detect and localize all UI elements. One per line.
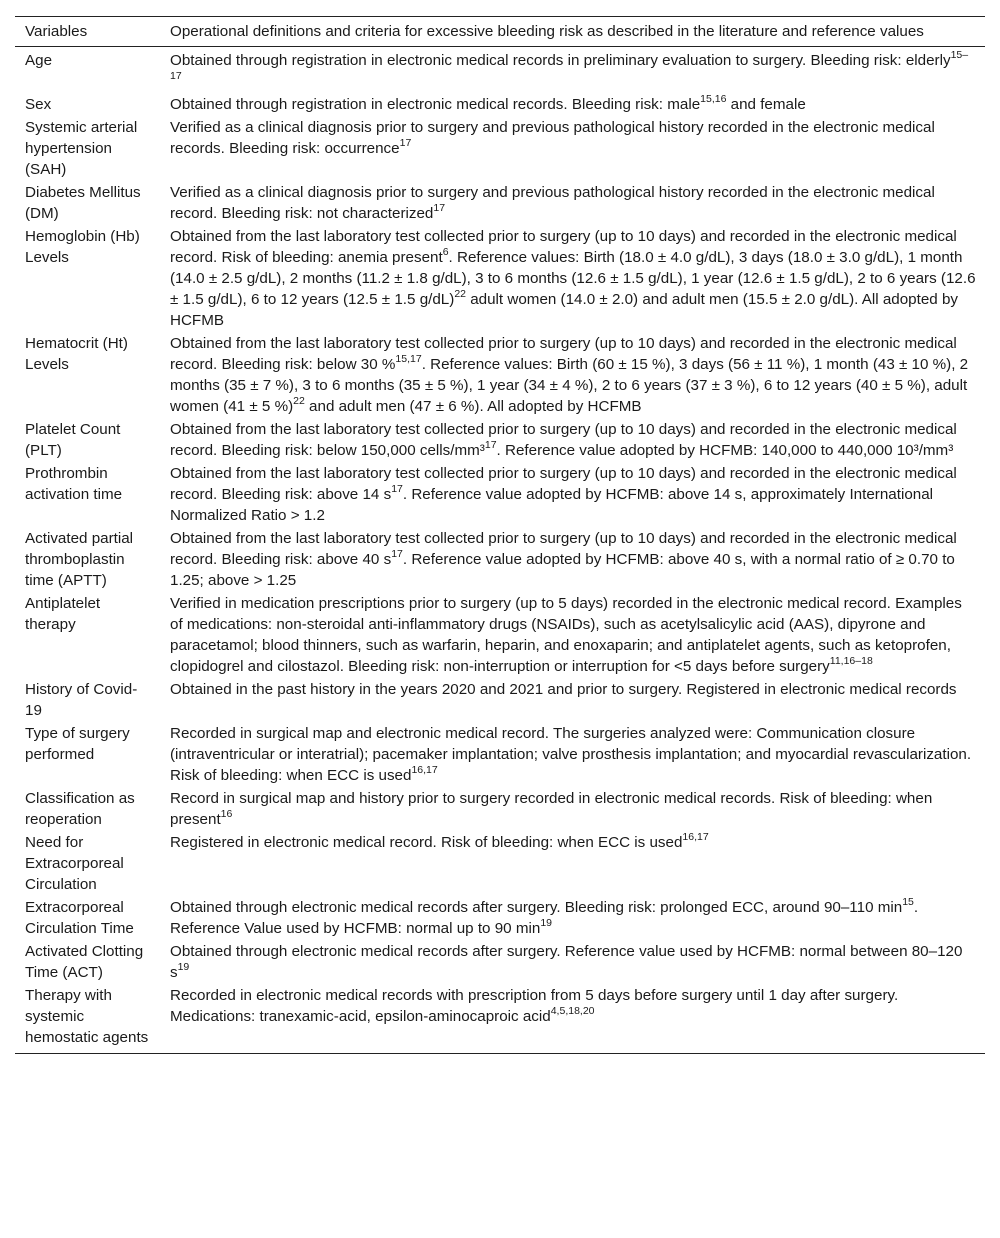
definition-text: . Reference Value used by HCFMB: normal up to 90 min <box>170 899 919 937</box>
definition-text: Obtained through registration in electronic medical records. Bleeding risk: male <box>170 96 701 113</box>
table-row <box>15 787 985 831</box>
definition-cell <box>160 984 985 1054</box>
definition-cell <box>160 116 985 181</box>
reference-superscript: 17 <box>391 547 403 560</box>
table-row <box>15 527 985 592</box>
definition-cell <box>160 527 985 592</box>
variable-cell: Hematocrit (Ht) Levels <box>25 335 128 373</box>
variable-cell: Activated partial thromboplastin time (APTT) <box>25 530 134 589</box>
variables-table <box>15 16 985 1054</box>
reference-superscript: 17 <box>391 482 403 495</box>
table-row <box>15 722 985 787</box>
table-row <box>15 940 985 984</box>
header-variables: Variables <box>25 23 88 40</box>
reference-superscript: 15,16 <box>700 92 727 105</box>
table-row <box>15 116 985 181</box>
reference-superscript: 16,17 <box>682 830 709 843</box>
definition-cell <box>160 678 985 722</box>
header-definitions: Operational definitions and criteria for excessive bleeding risk as described in the literature and reference values <box>170 23 924 40</box>
reference-superscript: 15–17 <box>170 48 969 82</box>
table-row <box>15 592 985 678</box>
reference-superscript: 16 <box>220 807 233 820</box>
definition-text: Registered in electronic medical record. Risk of bleeding: when ECC is used <box>170 834 683 851</box>
definition-text: . Reference values: Birth (60 ± 15 %), 3 days (56 ± 11 %), 1 month (43 ± 10 %), 2 months (35 ± 7 %), 3 to 6 months (35 ± 5 %), 1 year (34 ± 4 %), 2 to 6 years (37 ± 3 %), 6 to 12 years (40 ± 5 %), adult women (41 ± 5 %) <box>170 356 969 415</box>
definition-text: Recorded in surgical map and electronic medical record. The surgeries analyzed were: Communication closure (intraventricular or interatrial); pacemaker implantation; valve prosthesis implantation; and myocardial revascularization. Risk of bleeding: when ECC is used <box>170 725 972 784</box>
definition-cell <box>160 225 985 332</box>
definition-text: Obtained from the last laboratory test collected prior to surgery (up to 10 days) and recorded in the electronic medical record. Risk of bleeding: anemia present <box>170 228 957 266</box>
reference-superscript: 16,17 <box>411 763 438 776</box>
reference-superscript: 17 <box>399 136 412 149</box>
table-row <box>15 462 985 527</box>
variable-cell: Age <box>25 52 53 69</box>
variable-cell: Need for Extracorporeal Circulation <box>25 834 124 893</box>
definition-text: Verified as a clinical diagnosis prior to surgery and previous pathological history recorded in the electronic medical record. Bleeding risk: not characterized <box>170 184 935 222</box>
reference-superscript: 15,17 <box>395 352 422 365</box>
definition-text: Recorded in electronic medical records with prescription from 5 days before surgery until 1 day after surgery. Medications: tranexamic-acid, epsilon-aminocaproic acid <box>170 987 899 1025</box>
definition-text: Record in surgical map and history prior to surgery recorded in electronic medical records. Risk of bleeding: when present <box>170 790 933 828</box>
definition-text: Obtained from the last laboratory test collected prior to surgery (up to 10 days) and recorded in the electronic medical record. Bleeding risk: above 40 s <box>170 530 957 568</box>
definition-text: Obtained from the last laboratory test collected prior to surgery (up to 10 days) and recorded in the electronic medical record. Bleeding risk: above 14 s <box>170 465 957 503</box>
reference-superscript: 15 <box>902 895 914 908</box>
definition-text: . Reference value adopted by HCFMB: 140,000 to 440,000 10³/mm³ <box>496 442 954 459</box>
variable-cell: Antiplatelet therapy <box>25 595 101 633</box>
header-row <box>15 17 985 47</box>
definition-text: . Reference value adopted by HCFMB: above 14 s, approximately International Normalized Ratio > 1.2 <box>170 486 934 524</box>
table-header <box>15 17 985 47</box>
definition-cell <box>160 592 985 678</box>
variable-cell: Prothrombin activation time <box>25 465 123 503</box>
definition-cell <box>160 418 985 462</box>
definition-cell <box>160 462 985 527</box>
table-row <box>15 831 985 896</box>
reference-superscript: 19 <box>177 960 190 973</box>
variable-cell: Hemoglobin (Hb) Levels <box>25 228 140 266</box>
definition-cell <box>160 722 985 787</box>
definition-text: Obtained from the last laboratory test collected prior to surgery (up to 10 days) and recorded in the electronic medical record. Bleeding risk: below 150,000 cells/mm³ <box>170 421 957 459</box>
reference-superscript: 11,16–18 <box>829 654 873 667</box>
table-row <box>15 93 985 116</box>
definition-text: and adult men (47 ± 6 %). All adopted by HCFMB <box>304 398 642 415</box>
variable-cell: History of Covid-19 <box>25 681 138 719</box>
table-row <box>15 984 985 1054</box>
definition-text: Obtained through registration in electronic medical records in preliminary evaluation to surgery. Bleeding risk: elderly <box>170 52 951 69</box>
variable-cell: Extracorporeal Circulation Time <box>25 899 134 937</box>
definition-text: Obtained through electronic medical records after surgery. Bleeding risk: prolonged ECC, around 90–110 min <box>170 899 903 916</box>
table-row <box>15 181 985 225</box>
table-body <box>15 47 985 1054</box>
variable-cell: Activated Clotting Time (ACT) <box>25 943 144 981</box>
variable-cell: Platelet Count (PLT) <box>25 421 121 459</box>
reference-superscript: 6 <box>442 245 449 258</box>
definition-cell <box>160 181 985 225</box>
definition-cell <box>160 831 985 896</box>
definition-cell <box>160 787 985 831</box>
definition-text: . Reference values: Birth (18.0 ± 4.0 g/dL), 3 days (18.0 ± 3.0 g/dL), 1 month (14.0 ± 2.5 g/dL), 2 months (11.2 ± 1.8 g/dL), 3 to 6 months (12.6 ± 1.5 g/dL), 1 year (12.6 ± 1.5 g/dL), 2 to 6 years (12.6 ± 1.5 g/dL), 6 to 12 years (12.5 ± 1.5 g/dL) <box>170 249 976 308</box>
definition-text: Obtained in the past history in the years 2020 and 2021 and prior to surgery. Registered in electronic medical records <box>170 681 957 698</box>
definition-cell <box>160 940 985 984</box>
definition-text: . Reference value adopted by HCFMB: above 40 s, with a normal ratio of ≥ 0.70 to 1.25; above > 1.25 <box>170 551 955 589</box>
variable-cell: Classification as reoperation <box>25 790 135 828</box>
table-row <box>15 418 985 462</box>
variable-cell: Systemic arterial hypertension (SAH) <box>25 119 138 178</box>
reference-superscript: 19 <box>540 916 552 929</box>
definition-text: Verified as a clinical diagnosis prior to surgery and previous pathological history recorded in the electronic medical records. Bleeding risk: occurrence <box>170 119 935 157</box>
table-row <box>15 225 985 332</box>
definition-cell <box>160 93 985 116</box>
variable-cell: Therapy with systemic hemostatic agents <box>25 987 149 1046</box>
definition-text: Obtained through electronic medical records after surgery. Reference value used by HCFMB: normal between 80–120 s <box>170 943 963 981</box>
variable-cell: Diabetes Mellitus (DM) <box>25 184 141 222</box>
reference-superscript: 22 <box>454 287 466 300</box>
definition-cell <box>160 896 985 940</box>
definition-cell <box>160 47 985 94</box>
table-row <box>15 896 985 940</box>
table-row <box>15 678 985 722</box>
definition-cell <box>160 332 985 418</box>
variable-cell: Type of surgery performed <box>25 725 130 763</box>
reference-superscript: 17 <box>484 438 497 451</box>
table-row <box>15 332 985 418</box>
definition-text: Verified in medication prescriptions prior to surgery (up to 5 days) recorded in the electronic medical record. Examples of medications: non-steroidal anti-inflammatory drugs (NSAIDs), such as acetylsalicylic acid (AAS), dipyrone and paracetamol; blood thinners, such as warfarin, heparin, and enoxaparin; and antiplatelet agents, such as ketoprofen, clopidogrel and cilostazol. Bleeding risk: non-interruption or interruption for <5 days before surgery <box>170 595 962 675</box>
reference-superscript: 22 <box>293 394 305 407</box>
definition-text: adult women (14.0 ± 2.0) and adult men (15.5 ± 2.0 g/dL). All adopted by HCFMB <box>170 291 959 329</box>
table-row <box>15 47 985 94</box>
reference-superscript: 4,5,18,20 <box>550 1004 595 1017</box>
definition-text: Obtained from the last laboratory test collected prior to surgery (up to 10 days) and recorded in the electronic medical record. Bleeding risk: below 30 % <box>170 335 957 373</box>
reference-superscript: 17 <box>433 201 446 214</box>
variable-cell: Sex <box>25 96 52 113</box>
definition-text: and female <box>726 96 806 113</box>
